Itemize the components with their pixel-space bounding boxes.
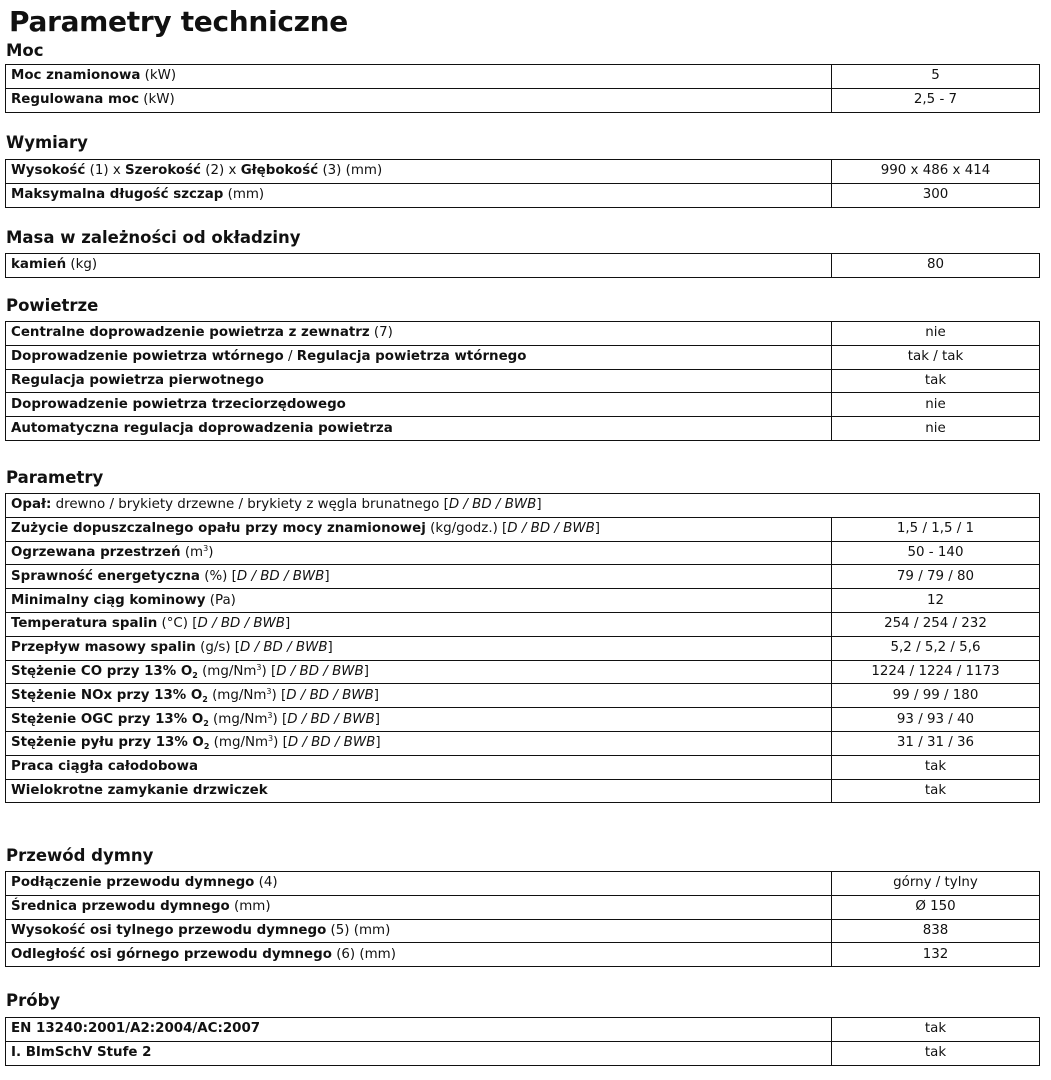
table-row [6,494,1040,518]
dim-depth-label: Głębokość [240,163,319,179]
table-row [6,322,1040,346]
row-unit: (kW) [144,68,177,84]
row-label: Temperatura spalin [11,616,158,632]
row-value: 80 [832,254,1040,278]
row-value: górny / tylny [832,872,1040,896]
row-value: 1,5 / 1,5 / 1 [832,517,1040,541]
row-label: Ogrzewana przestrzeń [11,544,181,560]
section-title-proby: Próby [6,991,61,1010]
table-row [6,755,1040,779]
row-label: Stężenie pyłu przy 13% O [11,735,204,751]
row-value: 300 [832,183,1040,207]
row-unit-close: ) [ [272,711,288,727]
row-value: 93 / 93 / 40 [832,708,1040,732]
table-row [6,779,1040,803]
row-value: 838 [832,919,1040,943]
table-powietrze [5,321,1040,441]
row-value: tak / tak [832,345,1040,369]
row-label: Wielokrotne zamykanie drzwiczek [11,782,268,798]
row-label: Zużycie dopuszczalnego opału przy mocy znamionowej [11,521,426,537]
row-codes: D / BD / BWB [236,568,325,584]
row-unit: (mm) [234,899,271,915]
row-close: ] [327,640,333,656]
fuel-label: Opał: [11,497,52,513]
fuel-text: drewno / brykiety drzewne / brykiety z węgla brunatnego [ [55,497,449,513]
row-label: Średnica przewodu dymnego [11,899,230,915]
table-row [6,636,1040,660]
row-codes: D / BD / BWB [286,687,374,703]
row-unit-close: ) [208,544,214,560]
row-unit: (mg/Nm [212,687,267,703]
row-value: 12 [832,589,1040,613]
row-close: ] [594,521,601,537]
row-unit: (kg) [70,257,98,273]
row-codes: D / BD / BWB [240,640,328,656]
table-row [6,895,1040,919]
table-row [6,160,1040,184]
table-row [6,345,1040,369]
row-codes: D / BD / BWB [507,521,595,537]
row-label-sub: 2 [192,670,198,680]
table-row [6,872,1040,896]
row-value: tak [832,755,1040,779]
table-row [6,565,1040,589]
table-row [6,660,1040,684]
row-value: 50 - 140 [832,541,1040,565]
row-label: Regulowana moc [11,92,140,108]
row-label: Centralne doprowadzenie powietrza z zewnatrz [11,325,370,341]
row-label-sub: 2 [202,694,208,704]
row-unit-sup: 3 [268,734,274,744]
row-unit-sup: 3 [203,543,209,553]
table-wymiary [5,159,1040,208]
row-label: Doprowadzenie powietrza trzeciorzędowego [11,396,346,412]
row-label: Stężenie NOx przy 13% O [11,687,203,703]
table-row [6,1018,1040,1042]
row-codes: D / BD / BWB [287,711,375,727]
table-row [6,943,1040,967]
row-label: Doprowadzenie powietrza wtórnego [11,349,284,365]
dim-note: (3) (mm) [322,163,383,179]
row-label: Wysokość osi tylnego przewodu dymnego [11,922,327,938]
row-unit: (°C) [ [161,616,198,632]
section-title-powietrze: Powietrze [6,296,99,315]
table-row [6,369,1040,393]
dim-note: (2) x [205,163,237,179]
row-value: 31 / 31 / 36 [832,731,1040,755]
page-title: Parametry techniczne [9,5,348,38]
row-value: nie [832,417,1040,441]
table-row [6,393,1040,417]
table-przewod-dymny [5,871,1040,967]
fuel-close: ] [536,497,542,513]
table-proby [5,1017,1040,1066]
table-row [6,919,1040,943]
table-row [6,731,1040,755]
row-value: 2,5 - 7 [832,88,1040,112]
row-label: kamień [11,257,67,273]
row-unit: (kg/godz.) [ [430,521,508,537]
section-title-parametry: Parametry [6,468,104,487]
row-label-sub: 2 [203,742,210,752]
table-row [6,589,1040,613]
row-value: 254 / 254 / 232 [832,612,1040,636]
row-label: Przepływ masowy spalin [11,640,196,656]
row-value: 1224 / 1224 / 1173 [832,660,1040,684]
row-label: Maksymalna długość szczap [11,187,224,203]
row-value: 5,2 / 5,2 / 5,6 [832,636,1040,660]
dim-note: (1) x [89,163,121,179]
row-unit: (mm) [227,187,265,203]
table-row [6,417,1040,441]
row-unit: (mg/Nm [213,711,268,727]
row-unit-sup: 3 [266,686,272,696]
row-separator: / [288,349,293,365]
row-unit-sup: 3 [256,662,262,672]
row-codes: D / BD / BWB [197,616,285,632]
row-close: ] [373,687,379,703]
row-unit: (m [184,544,204,560]
row-unit: (mg/Nm [202,663,257,679]
row-value: Ø 150 [832,895,1040,919]
row-label: Odległość osi górnego przewodu dymnego [11,946,332,962]
table-row [6,684,1040,708]
row-close: ] [374,711,380,727]
fuel-codes: D / BD / BWB [448,497,537,513]
row-unit: (%) [ [204,568,237,584]
row-label: Moc znamionowa [11,68,141,84]
row-label-sub: 2 [203,718,209,728]
row-value: 132 [832,943,1040,967]
row-label: Stężenie OGC przy 13% O [11,711,204,727]
table-row [6,65,1040,89]
row-value: 99 / 99 / 180 [832,684,1040,708]
row-label: Praca ciągła całodobowa [11,759,199,775]
dim-height-label: Wysokość [11,163,86,179]
table-row [6,88,1040,112]
row-value: 990 x 486 x 414 [832,160,1040,184]
row-unit-sup: 3 [267,710,273,720]
dim-width-label: Szerokość [125,163,201,179]
table-row [6,612,1040,636]
row-close: ] [284,616,291,632]
row-unit: (kW) [143,92,175,108]
row-unit: (Pa) [209,592,236,608]
row-label: EN 13240:2001/A2:2004/AC:2007 [11,1021,261,1037]
row-value: nie [832,393,1040,417]
row-close: ] [324,568,330,584]
row-label: Podłączenie przewodu dymnego [11,875,255,891]
table-row [6,517,1040,541]
section-title-przewod-dymny: Przewód dymny [6,846,154,865]
table-masa [5,253,1040,278]
row-unit-close: ) [ [273,735,288,751]
row-unit: (g/s) [ [200,640,241,656]
row-codes: D / BD / BWB [276,663,364,679]
row-label: Minimalny ciąg kominowy [11,592,206,608]
row-unit-close: ) [ [271,687,287,703]
row-value: tak [832,1041,1040,1065]
row-label: I. BImSchV Stufe 2 [11,1045,152,1061]
row-unit: (4) [258,875,278,891]
row-value: 79 / 79 / 80 [832,565,1040,589]
row-unit: (7) [373,325,393,341]
row-unit: (6) (mm) [336,946,396,962]
row-label: Regulacja powietrza pierwotnego [11,372,264,388]
row-value: 5 [832,65,1040,89]
table-moc [5,64,1040,113]
section-title-wymiary: Wymiary [6,133,88,152]
section-title-moc: Moc [6,41,44,60]
row-unit-close: ) [ [261,663,277,679]
row-value: tak [832,369,1040,393]
row-label: Sprawność energetyczna [11,568,200,584]
table-row [6,1041,1040,1065]
table-row [6,708,1040,732]
row-value: tak [832,779,1040,803]
row-close: ] [375,735,381,751]
row-label: Automatyczna regulacja doprowadzenia powietrza [11,420,393,436]
row-value: tak [832,1018,1040,1042]
row-codes: D / BD / BWB [287,735,376,751]
table-parametry [5,493,1040,803]
row-label: Stężenie CO przy 13% O [11,663,193,679]
row-close: ] [363,663,369,679]
table-row [6,541,1040,565]
row-unit: (mg/Nm [213,735,269,751]
row-unit: (5) (mm) [330,922,391,938]
table-row [6,183,1040,207]
section-title-masa: Masa w zależności od okładziny [6,228,301,247]
row-label-secondary: Regulacja powietrza wtórnego [296,349,527,365]
table-row [6,254,1040,278]
row-value: nie [832,322,1040,346]
